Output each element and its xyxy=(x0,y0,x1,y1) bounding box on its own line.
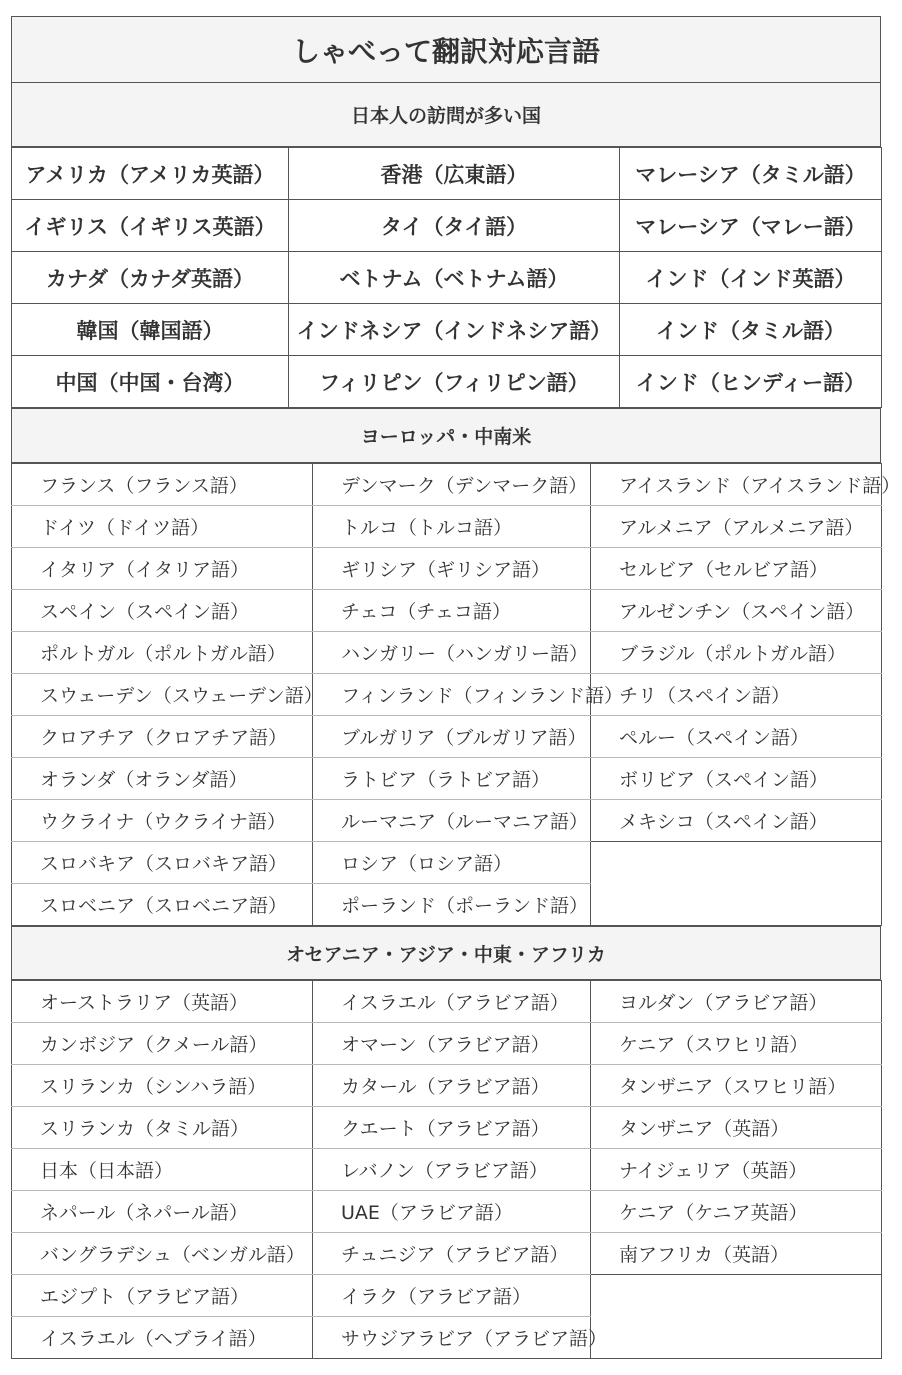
section2-heading-table xyxy=(11,408,881,463)
list-item: フィリピン（フィリピン語） xyxy=(289,356,620,408)
list-item: イギリス（イギリス英語） xyxy=(12,200,289,252)
section-heading-europe-latin-america: ヨーロッパ・中南米 xyxy=(12,409,881,463)
list-item: インドネシア（インドネシア語） xyxy=(289,304,620,356)
list-item: 香港（広東語） xyxy=(289,148,620,200)
list-item: アルゼンチン（スペイン語） xyxy=(591,590,882,632)
list-item: UAE（アラビア語） xyxy=(313,1191,591,1233)
list-item: バングラデシュ（ベンガル語） xyxy=(12,1233,313,1275)
list-item: 韓国（韓国語） xyxy=(12,304,289,356)
list-item: ボリビア（スペイン語） xyxy=(591,758,882,800)
list-item: ラトビア（ラトビア語） xyxy=(313,758,591,800)
list-item: サウジアラビア（アラビア語） xyxy=(313,1317,591,1359)
list-item: イスラエル（ヘブライ語） xyxy=(12,1317,313,1359)
list-item: ロシア（ロシア語） xyxy=(313,842,591,884)
list-item: アルメニア（アルメニア語） xyxy=(591,506,882,548)
list-item: カンボジア（クメール語） xyxy=(12,1023,313,1065)
list-item: クエート（アラビア語） xyxy=(313,1107,591,1149)
list-item: インド（タミル語） xyxy=(620,304,882,356)
section-heading-japan-visitors: 日本人の訪問が多い国 xyxy=(12,83,881,147)
list-item: ペルー（スペイン語） xyxy=(591,716,882,758)
list-item: メキシコ（スペイン語） xyxy=(591,800,882,842)
list-item: スロベニア（スロベニア語） xyxy=(12,884,313,926)
list-item: オーストラリア（英語） xyxy=(12,981,313,1023)
list-item: スペイン（スペイン語） xyxy=(12,590,313,632)
list-item: ポルトガル（ポルトガル語） xyxy=(12,632,313,674)
empty-cell xyxy=(591,1317,882,1359)
list-item: フィンランド（フィンランド語） xyxy=(313,674,591,716)
list-item: ポーランド（ポーランド語） xyxy=(313,884,591,926)
list-item: クロアチア（クロアチア語） xyxy=(12,716,313,758)
list-item: スリランカ（シンハラ語） xyxy=(12,1065,313,1107)
title-table xyxy=(11,16,881,147)
list-item: アメリカ（アメリカ英語） xyxy=(12,148,289,200)
list-item: イラク（アラビア語） xyxy=(313,1275,591,1317)
list-item: ルーマニア（ルーマニア語） xyxy=(313,800,591,842)
list-item: チリ（スペイン語） xyxy=(591,674,882,716)
list-item: タンザニア（英語） xyxy=(591,1107,882,1149)
empty-cell xyxy=(591,884,882,926)
list-item: ヨルダン（アラビア語） xyxy=(591,981,882,1023)
list-item: タンザニア（スワヒリ語） xyxy=(591,1065,882,1107)
list-item: イスラエル（アラビア語） xyxy=(313,981,591,1023)
list-item: ドイツ（ドイツ語） xyxy=(12,506,313,548)
list-item: ケニア（ケニア英語） xyxy=(591,1191,882,1233)
empty-cell xyxy=(591,1275,882,1317)
list-item: エジプト（アラビア語） xyxy=(12,1275,313,1317)
list-item: チュニジア（アラビア語） xyxy=(313,1233,591,1275)
list-item: ブルガリア（ブルガリア語） xyxy=(313,716,591,758)
page-title: しゃべって翻訳対応言語 xyxy=(12,17,881,83)
list-item: チェコ（チェコ語） xyxy=(313,590,591,632)
section1-table xyxy=(11,147,882,408)
language-table-frame xyxy=(11,16,901,1359)
section2-table xyxy=(11,463,901,926)
list-item: スリランカ（タミル語） xyxy=(12,1107,313,1149)
section3-table xyxy=(11,980,882,1359)
list-item: インド（インド英語） xyxy=(620,252,882,304)
empty-cell xyxy=(591,842,882,884)
list-item: カナダ（カナダ英語） xyxy=(12,252,289,304)
list-item: タイ（タイ語） xyxy=(289,200,620,252)
list-item: セルビア（セルビア語） xyxy=(591,548,882,590)
list-item: 南アフリカ（英語） xyxy=(591,1233,882,1275)
list-item: 中国（中国・台湾） xyxy=(12,356,289,408)
list-item: ケニア（スワヒリ語） xyxy=(591,1023,882,1065)
list-item: ベトナム（ベトナム語） xyxy=(289,252,620,304)
list-item: ブラジル（ポルトガル語） xyxy=(591,632,882,674)
list-item: デンマーク（デンマーク語） xyxy=(313,464,591,506)
list-item: ウクライナ（ウクライナ語） xyxy=(12,800,313,842)
list-item: ハンガリー（ハンガリー語） xyxy=(313,632,591,674)
list-item: フランス（フランス語） xyxy=(12,464,313,506)
list-item: イタリア（イタリア語） xyxy=(12,548,313,590)
list-item: マレーシア（マレー語） xyxy=(620,200,882,252)
list-item: ギリシア（ギリシア語） xyxy=(313,548,591,590)
list-item: アイスランド（アイスランド語） xyxy=(591,464,882,506)
section-heading-oceania-asia-middle-east-africa: オセアニア・アジア・中東・アフリカ xyxy=(12,927,881,980)
section3-heading-table xyxy=(11,926,881,980)
list-item: オランダ（オランダ語） xyxy=(12,758,313,800)
list-item: スウェーデン（スウェーデン語） xyxy=(12,674,313,716)
list-item: マレーシア（タミル語） xyxy=(620,148,882,200)
list-item: カタール（アラビア語） xyxy=(313,1065,591,1107)
list-item: トルコ（トルコ語） xyxy=(313,506,591,548)
list-item: スロバキア（スロバキア語） xyxy=(12,842,313,884)
list-item: オマーン（アラビア語） xyxy=(313,1023,591,1065)
list-item: 日本（日本語） xyxy=(12,1149,313,1191)
list-item: ネパール（ネパール語） xyxy=(12,1191,313,1233)
list-item: ナイジェリア（英語） xyxy=(591,1149,882,1191)
list-item: インド（ヒンディー語） xyxy=(620,356,882,408)
list-item: レバノン（アラビア語） xyxy=(313,1149,591,1191)
